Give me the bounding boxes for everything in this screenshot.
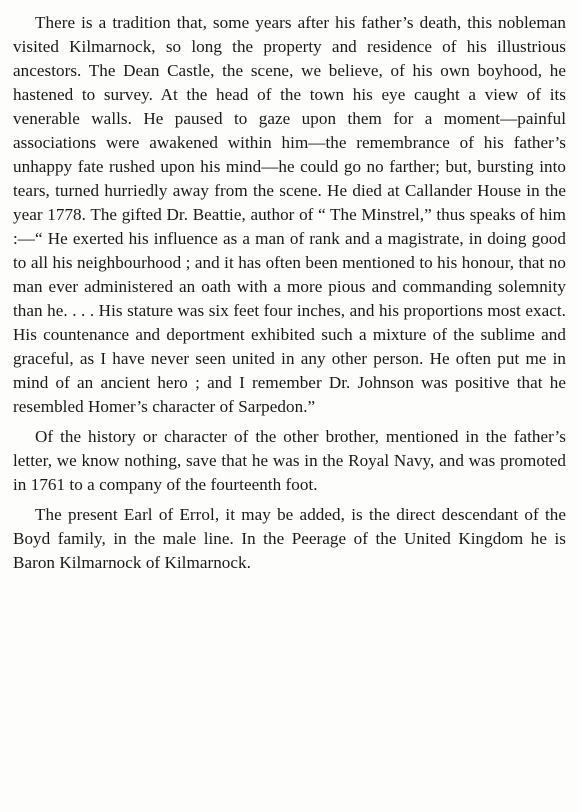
- paragraph-tradition: There is a tradition that, some years after his father’s death, this nobleman visited Kilmarnock, so long the property and residence of his illustrious ancestors. The Dean Castle, the scene, we believe, of his own boyhood, he hastened to survey. At the head of the town his eye caught a view of its venerable walls. He paused to gaze upon them for a moment—painful associations were awakened within him—the remembrance of his father’s unhappy fate rushed upon his mind—he could go no farther; but, bursting into tears, turned hurriedly away from the scene. He died at Callander House in the year 1778. The gifted Dr. Beattie, author of “ The Minstrel,” thus speaks of him :—“ He exerted his influence as a man of rank and a magistrate, in doing good to all his neighbourhood ; and it has often been mentioned to his honour, that no man ever administered an oath with a more pious and commanding solemnity than he. . . . His stature was six feet four inches, and his proportions most exact. His countenance and deportment exhibited such a mixture of the sublime and graceful, as I have never seen united in any other person. He often put me in mind of an ancient hero ; and I remember Dr. Johnson was positive that he resembled Homer’s character of Sarpedon.”: [13, 13, 566, 416]
- paragraph-earl-of-errol: The present Earl of Errol, it may be added, is the direct descendant of the Boyd family, in the male line. In the Peerage of the United Kingdom he is Baron Kilmarnock of Kilmarnock.: [13, 505, 566, 572]
- paragraph-other-brother: Of the history or character of the other brother, mentioned in the father’s letter, we know nothing, save that he was in the Royal Navy, and was promoted in 1761 to a company of the fourteenth foot.: [13, 427, 566, 494]
- text-column: [13, 11, 566, 575]
